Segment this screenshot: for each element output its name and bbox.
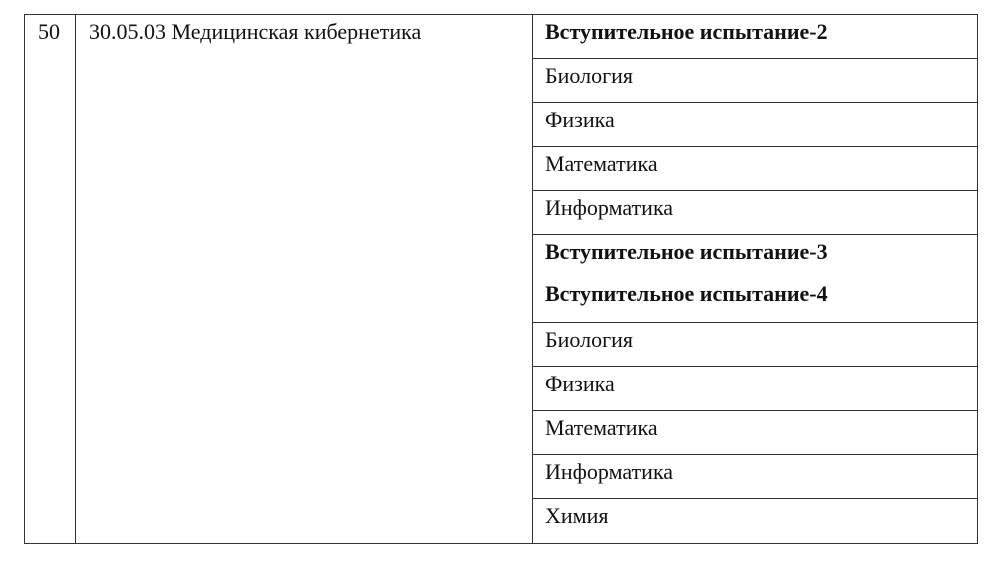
exam-title: Вступительное испытание-2 xyxy=(545,19,828,44)
exam-title: Вступительное испытание-4 xyxy=(545,281,828,306)
exam-row xyxy=(533,147,977,191)
exam-row xyxy=(533,191,977,235)
exam-subject: Математика xyxy=(545,151,658,176)
exam-row-merged xyxy=(533,235,977,323)
exam-row xyxy=(533,15,977,59)
exam-row xyxy=(533,411,977,455)
exam-subject: Биология xyxy=(545,63,634,88)
row-number-cell xyxy=(25,15,76,543)
exams-column xyxy=(533,15,977,543)
exam-row xyxy=(533,103,977,147)
exam-title: Вступительное испытание-3 xyxy=(545,239,828,264)
admission-exams-table xyxy=(24,14,978,544)
exam-subject: Химия xyxy=(545,503,609,528)
exam-subject: Физика xyxy=(545,107,615,132)
row-number: 50 xyxy=(38,19,60,44)
exam-row xyxy=(533,499,977,543)
exam-row xyxy=(533,59,977,103)
program-name: 30.05.03 Медицинская кибернетика xyxy=(89,19,422,44)
exam-subject: Математика xyxy=(545,415,658,440)
program-name-cell xyxy=(76,15,533,543)
exam-subject: Биология xyxy=(545,327,634,352)
exam-subject: Информатика xyxy=(545,195,674,220)
exam-subject: Физика xyxy=(545,371,615,396)
exam-row xyxy=(533,455,977,499)
exam-row xyxy=(533,323,977,367)
exam-row xyxy=(533,367,977,411)
exam-subject: Информатика xyxy=(545,459,674,484)
